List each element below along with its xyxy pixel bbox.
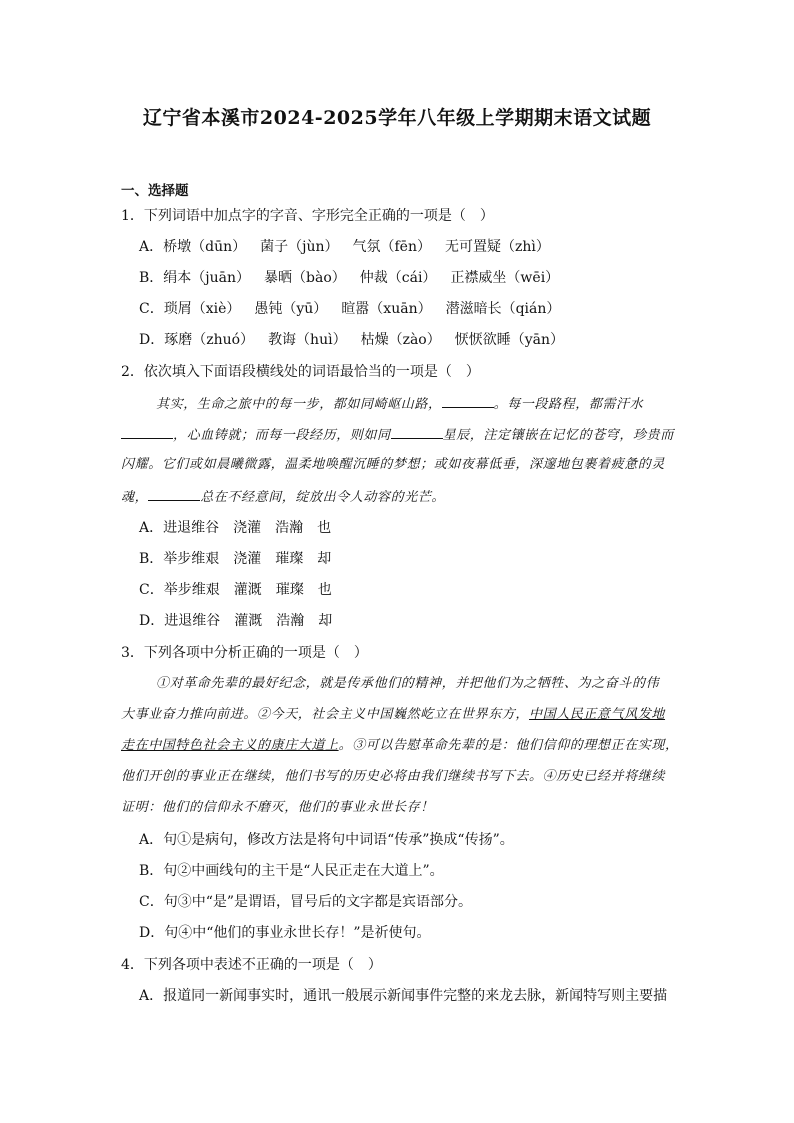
- q3-passage-line1: ①对革命先辈的最好纪念，就是传承他们的精神，并把他们为之牺牲、为之奋斗的伟: [156, 676, 660, 691]
- q3-passage-text: 。③可以告慰革命先辈的是：他们信仰的理想正在实现，: [338, 738, 679, 753]
- q2-option-a: A．进退维谷 浇灌 浩瀚 也: [139, 520, 332, 536]
- q1-c-word2: 愚钝（yū）: [254, 301, 328, 317]
- q1-c-word3: 暄嚣（xuān）: [341, 301, 432, 317]
- q3-passage-line2: [121, 705, 665, 725]
- q3-option-a: A．句①是病句，修改方法是将句中词语“传承”换成“传扬”。: [139, 832, 514, 848]
- q2-passage-line1: [156, 393, 643, 415]
- q2-passage-text: 星辰，注定镶嵌在记忆的苍穹，珍贵而: [442, 428, 674, 443]
- q1-stem: 1．下列词语中加点字的字音、字形完全正确的一项是（ ）: [121, 208, 494, 224]
- q2-passage-text: ，心血铸就；而每一段经历，则如同: [173, 428, 391, 443]
- q2-passage-line3: 闪耀。它们或如晨曦微露，温柔地唤醒沉睡的梦想；或如夜幕低垂，深邃地包裹着疲惫的灵: [121, 457, 666, 472]
- q2-option-d: D．进退维谷 灌溉 浩瀚 却: [139, 613, 333, 629]
- q2-passage-text: 总在不经意间，绽放出令人动容的光芒。: [200, 490, 446, 505]
- q3-option-b: B．句②中画线句的主干是“人民正走在大道上”。: [139, 863, 444, 879]
- fill-blank: [391, 424, 443, 439]
- underlined-sentence: 走在中国特色社会主义的康庄大道上: [121, 738, 339, 753]
- q1-a-word4: 无可置疑（zhì）: [444, 239, 550, 255]
- q1-d-word4: 恹恹欲睡（yān）: [454, 332, 565, 348]
- q3-stem: 3．下列各项中分析正确的一项是（ ）: [121, 645, 368, 661]
- q1-b-word2: 暴晒（bào）: [264, 270, 346, 286]
- exam-title: 辽宁省本溪市2024-2025学年八年级上学期期末语文试题: [142, 107, 652, 129]
- q1-c-word4: 潜滋暗长（qián）: [445, 301, 561, 317]
- q3-passage-text: 大事业奋力推向前进。②今天，社会主义中国巍然屹立在世界东方，: [121, 707, 530, 722]
- q3-passage-line3: [121, 736, 679, 756]
- q3-option-c: C．句③中“是”是谓语，冒号后的文字都是宾语部分。: [139, 894, 473, 910]
- q2-passage-line4: [121, 486, 445, 508]
- q1-b-word3: 仲裁（cái）: [359, 270, 437, 286]
- q1-a-word3: 气氛（fēn）: [352, 239, 431, 255]
- q3-passage-line5: 证明：他们的信仰永不磨灭，他们的事业永世长存！: [121, 800, 434, 815]
- q1-a-word2: 菌子（jùn）: [260, 239, 339, 255]
- q2-passage-text: 魂，: [121, 490, 149, 505]
- q1-option-d: [139, 330, 578, 350]
- q2-option-c: C．举步维艰 灌溉 璀璨 也: [139, 582, 332, 598]
- q1-d-word1: D．琢磨（zhuó）: [139, 332, 255, 348]
- q1-option-a: [139, 237, 564, 257]
- q2-stem: 2．依次填入下面语段横线处的词语最恰当的一项是（ ）: [121, 364, 480, 380]
- q1-c-word1: C．琐屑（xiè）: [139, 301, 241, 317]
- q2-passage-text: 其实，生命之旅中的每一步，都如同崎岖山路，: [156, 397, 442, 412]
- q2-passage-text: 。每一段路程，都需汗水: [493, 397, 644, 412]
- fill-blank: [121, 424, 173, 439]
- q3-option-d: D．句④中“他们的事业永世长存！”是祈使句。: [139, 925, 431, 941]
- q2-option-b: B．举步维艰 浇灌 璀璨 却: [139, 551, 332, 567]
- q4-option-a: A．报道同一新闻事实时，通讯一般展示新闻事件完整的来龙去脉，新闻特写则主要描: [139, 988, 668, 1004]
- q1-d-word2: 教诲（huì）: [268, 332, 347, 348]
- q2-passage-line2: [121, 424, 674, 446]
- q4-stem: 4．下列各项中表述不正确的一项是（ ）: [121, 957, 382, 973]
- fill-blank: [148, 486, 200, 501]
- q1-b-word4: 正襟威坐（wēi）: [450, 270, 560, 286]
- q3-passage-line4: 他们开创的事业正在继续，他们书写的历史必将由我们继续书写下去。④历史已经并将继续: [121, 769, 666, 784]
- section-heading: 一、选择题: [121, 183, 189, 199]
- q1-option-b: [139, 268, 573, 288]
- q1-b-word1: B．绢本（juān）: [139, 270, 251, 286]
- q1-a-word1: A．桥墩（dūn）: [139, 239, 247, 255]
- fill-blank: [442, 393, 494, 408]
- underlined-sentence: 中国人民正意气风发地: [529, 707, 666, 722]
- q1-d-word3: 枯燥（zào）: [360, 332, 441, 348]
- q1-option-c: [139, 299, 574, 319]
